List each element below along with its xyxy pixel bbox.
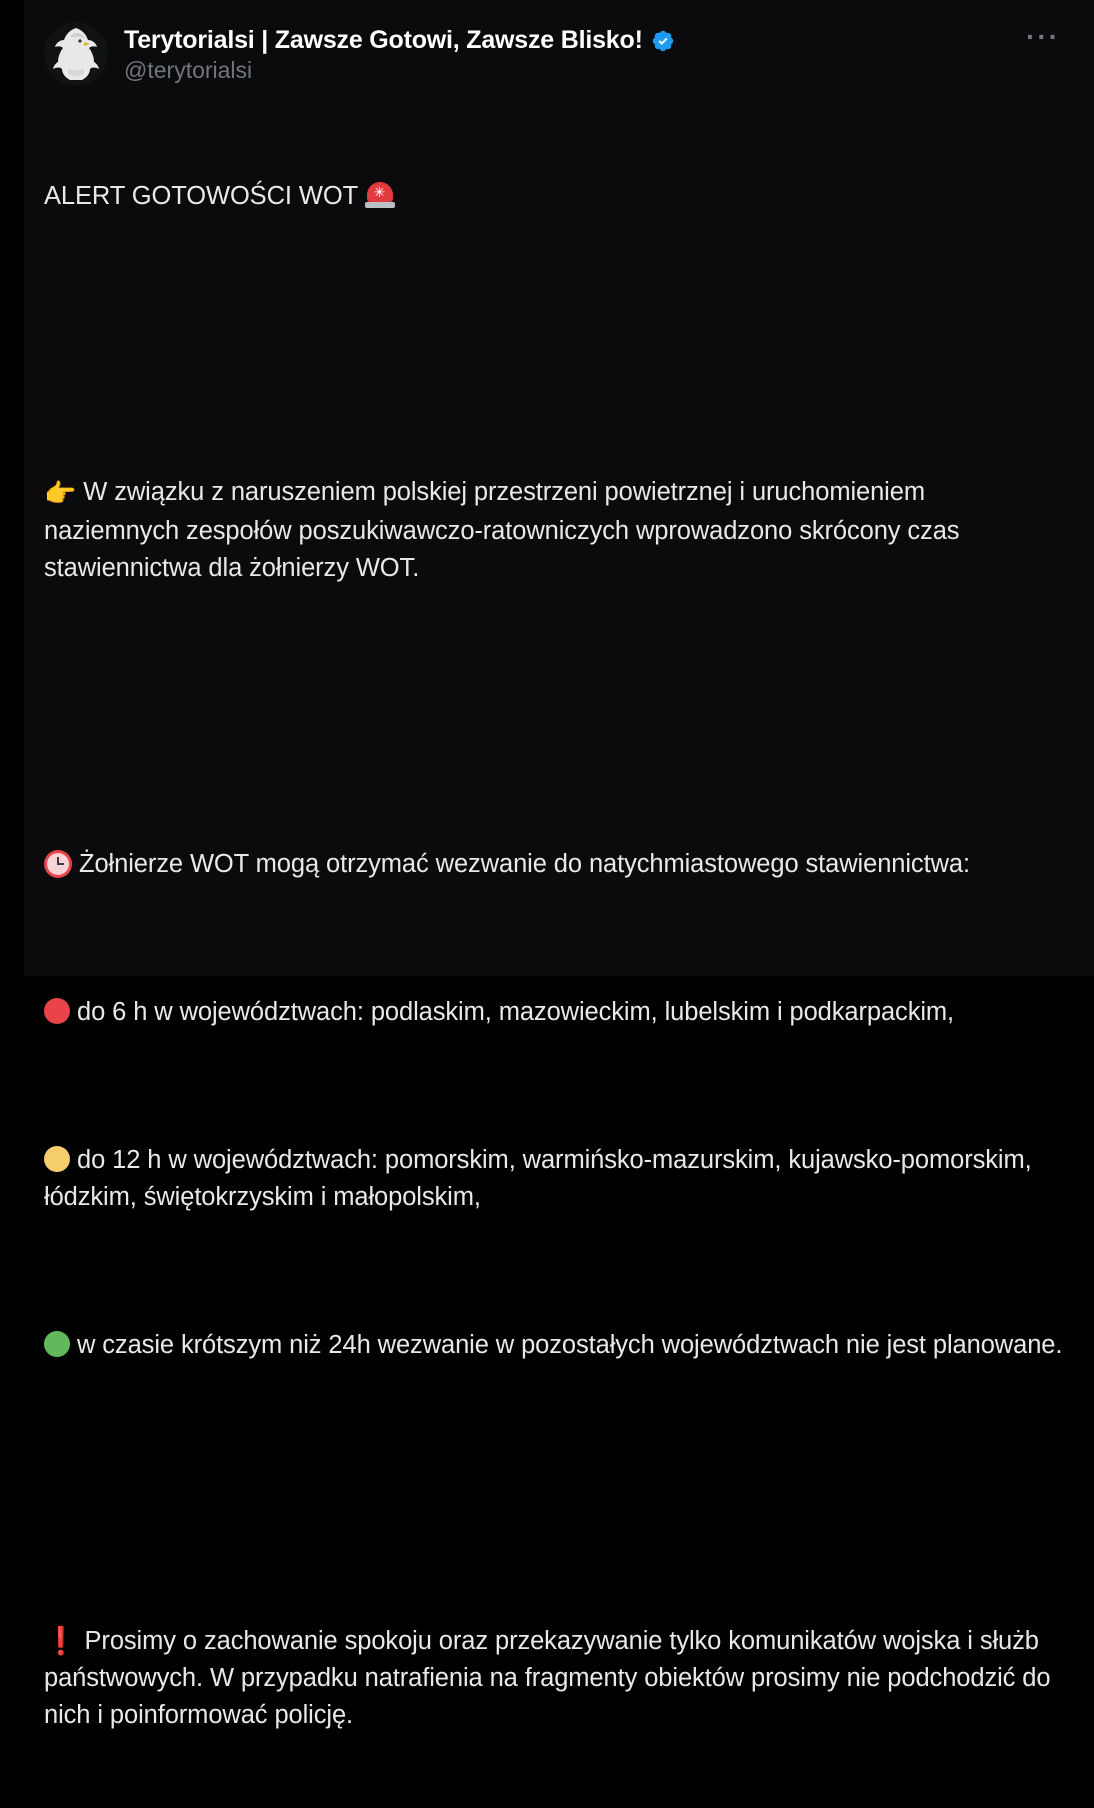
para2-text: Żołnierze WOT mogą otrzymać wezwanie do natychmiastowego stawiennictwa: [72, 850, 970, 878]
tweet-line-para1 [44, 474, 1066, 587]
spacer-1 [44, 326, 1066, 363]
headline-text: ALERT GOTOWOŚCI WOT [44, 182, 365, 210]
polish-eagle-emblem-icon [48, 24, 104, 84]
para1-text: W związku z naruszeniem polskiej przestrzeni powietrznej i uruchomieniem naziemnych zespołów poszukiwawczo-ratowniczych wprowadzono skrócony czas stawiennictwa dla żołnierzy WOT. [44, 478, 967, 582]
tweet-text [44, 104, 1066, 1808]
display-name[interactable]: Terytorialsi | Zawsze Gotowi, Zawsze Blisko! [124, 26, 643, 54]
account-names [124, 22, 1020, 85]
police-car-light-icon: ✳ [365, 182, 395, 208]
verified-badge-icon [651, 29, 675, 53]
tweet-line-para3 [44, 1623, 1066, 1734]
tweet-line-para2 [44, 846, 1066, 883]
green-circle-icon [44, 1331, 70, 1357]
exclamation-mark-icon: ❗ [44, 1626, 78, 1656]
para3-text: Prosimy o zachowanie spokoju oraz przekazywanie tylko komunikatów wojska i służb państwowych. W przypadku natrafienia na fragmenty obiektów prosimy nie podchodzić do nich i poinformować policję. [44, 1627, 1058, 1729]
pointing-right-icon: 👉 [44, 479, 77, 509]
bullet-green-text: w czasie krótszym niż 24h wezwanie w pozostałych województwach nie jest planowane. [70, 1331, 1063, 1359]
tweet-line-headline [44, 178, 1066, 215]
tweet-line-bullet-yellow [44, 1142, 1066, 1216]
left-gutter [0, 0, 24, 976]
account-handle[interactable]: @terytorialsi [124, 57, 253, 83]
bullet-red-text: do 6 h w województwach: podlaskim, mazowieckim, lubelskim i podkarpackim, [70, 998, 955, 1026]
tweet-line-bullet-green [44, 1327, 1066, 1364]
avatar[interactable] [44, 22, 108, 86]
tweet-header [44, 22, 1066, 86]
tweet-line-bullet-red [44, 994, 1066, 1031]
more-options-button[interactable]: ··· [1026, 21, 1060, 52]
yellow-circle-icon [44, 1146, 70, 1172]
alarm-clock-icon [44, 850, 72, 878]
spacer-2 [44, 698, 1066, 735]
bullet-yellow-text: do 12 h w województwach: pomorskim, warmińsko-mazurskim, kujawsko-pomorskim, łódzkim, świętokrzyskim i małopolskim, [44, 1146, 1039, 1211]
displayname-row [124, 26, 1020, 55]
spacer-3 [44, 1475, 1066, 1512]
red-circle-icon [44, 998, 70, 1024]
